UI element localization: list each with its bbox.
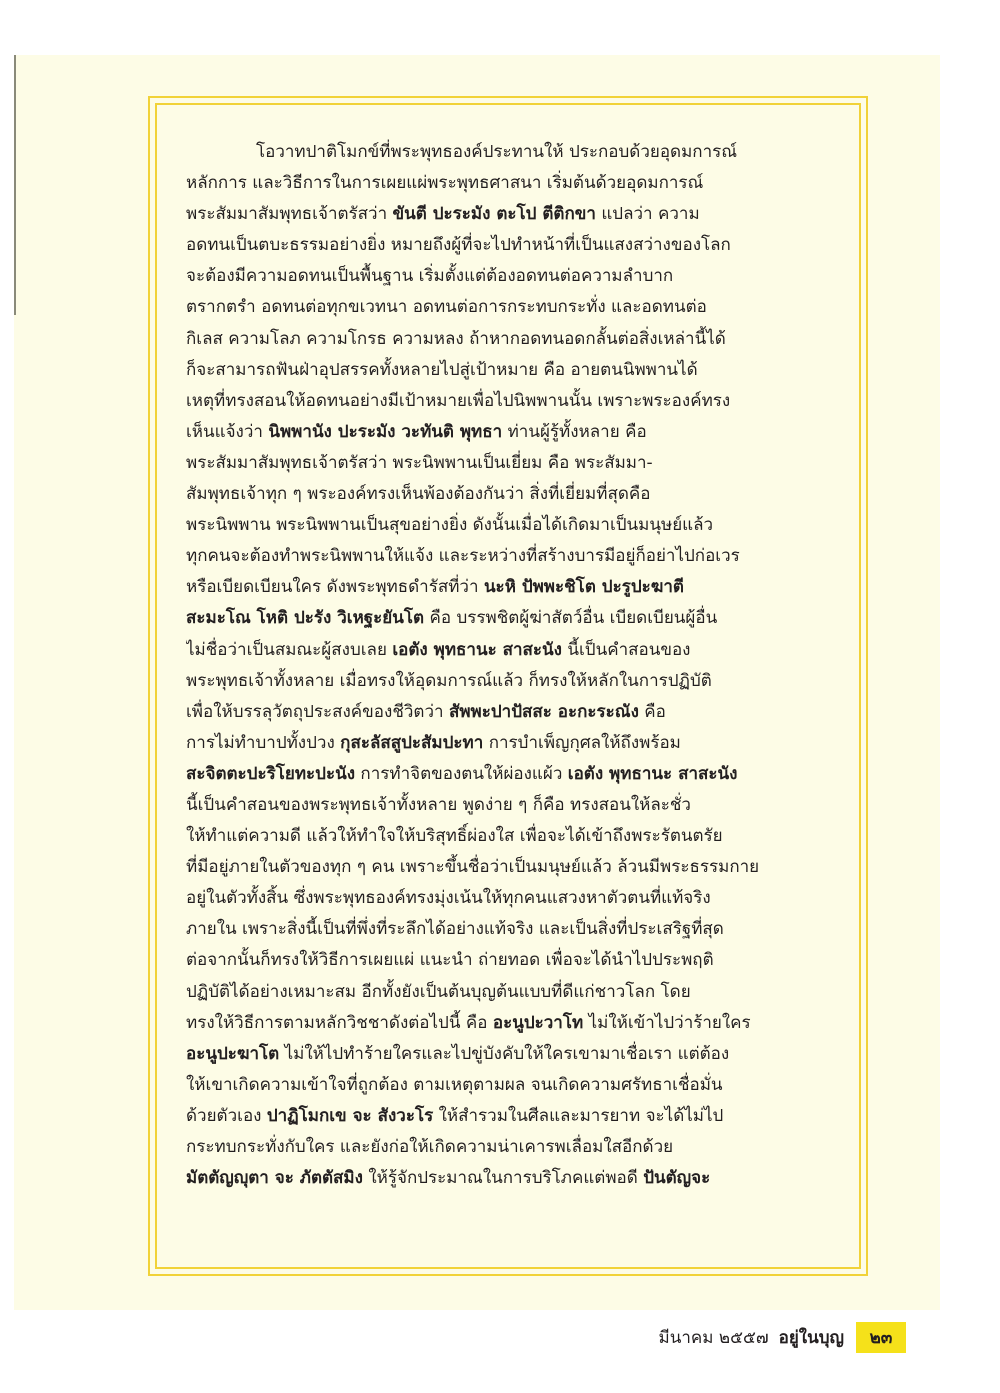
text-line	[186, 759, 832, 790]
page-number-badge: ๒๓	[856, 1322, 906, 1353]
body-text: กระทบกระทั่งกับใคร และยังก่อให้เกิดความน่าเคารพเลื่อมใสอีกด้วย	[186, 1137, 674, 1157]
text-line	[186, 324, 832, 355]
text-line	[186, 666, 832, 697]
text-line	[186, 417, 832, 448]
text-line	[186, 1070, 832, 1101]
pali-verse-text: สะมะโณ โหติ ปะรัง วิเหฐะยันโต	[186, 608, 425, 629]
pali-verse-text: อะนูปะวาโท	[492, 1012, 584, 1033]
page-footer	[540, 1323, 906, 1351]
body-text: ภายใน เพราะสิ่งนี้เป็นที่พึ่งที่ระลึกได้อย่างแท้จริง และเป็นสิ่งที่ประเสริฐที่สุด	[186, 919, 724, 940]
text-line	[186, 697, 832, 728]
body-text: ต่อจากนั้นก็ทรงให้วิธีการเผยแผ่ แนะนำ ถ่ายทอด เพื่อจะได้นำไปประพฤติ	[186, 950, 714, 971]
text-line	[186, 541, 832, 572]
body-text: หลักการ และวิธีการในการเผยแผ่พระพุทธศาสนา เริ่มต้นด้วยอุดมการณ์	[186, 173, 704, 194]
body-text: ท่านผู้รู้ทั้งหลาย คือ	[502, 421, 647, 442]
body-text: ไม่ให้ไปทำร้ายใครและไปขู่บังคับให้ใครเขามาเชื่อเรา แต่ต้อง	[279, 1043, 730, 1064]
page-edge-line	[14, 55, 16, 315]
pali-verse-text: มัตตัญญุตา จะ ภัตตัสมิง	[186, 1168, 363, 1189]
text-line	[186, 1101, 832, 1132]
body-text: ทรงให้วิธีการตามหลักวิชชาดังต่อไปนี้ คือ	[186, 1012, 493, 1033]
body-text: การทำจิตของตนให้ผ่องแผ้ว	[355, 763, 568, 784]
body-text: พระสัมมาสัมพุทธเจ้าตรัสว่า	[186, 204, 393, 225]
text-line	[186, 945, 832, 976]
body-text: เหตุที่ทรงสอนให้อดทนอย่างมีเป้าหมายเพื่อไปนิพพานนั้น เพราะพระองค์ทรง	[186, 390, 731, 411]
pali-verse-text: สะจิตตะปะริโยทะปะนัง	[186, 763, 356, 784]
body-text: การบำเพ็ญกุศลให้ถึงพร้อม	[483, 732, 681, 753]
body-text: คือ	[638, 701, 666, 722]
body-text: เห็นแจ้งว่า	[186, 421, 269, 442]
body-text: ให้เขาเกิดความเข้าใจที่ถูกต้อง ตามเหตุตามผล จนเกิดความศรัทธาเชื่อมั่น	[186, 1074, 723, 1095]
body-text: อดทนเป็นตบะธรรมอย่างยิ่ง หมายถึงผู้ที่จะไปทำหน้าที่เป็นแสงสว่างของโลก	[186, 235, 731, 256]
body-text: ให้รู้จักประมาณในการบริโภคแต่พอดี	[362, 1168, 644, 1189]
text-line	[186, 603, 832, 634]
text-line	[186, 479, 832, 510]
text-line	[186, 510, 832, 541]
body-text: การไม่ทำบาปทั้งปวง	[186, 732, 341, 753]
body-text: นี้เป็นคำสอนของพระพุทธเจ้าทั้งหลาย พูดง่าย ๆ ก็คือ ทรงสอนให้ละชั่ว	[186, 794, 691, 815]
body-text: โอวาทปาติโมกข์ที่พระพุทธองค์ประทานให้ ประกอบด้วยอุดมการณ์	[256, 142, 738, 162]
text-line	[186, 977, 832, 1008]
pali-verse-text: อะนูปะฆาโต	[186, 1043, 280, 1064]
body-text: กิเลส ความโลภ ความโกรธ ความหลง ถ้าหากอดทนอดกลั้นต่อสิ่งเหล่านี้ได้	[186, 328, 726, 349]
text-line	[186, 168, 832, 199]
body-text: พระนิพพาน พระนิพพานเป็นสุขอย่างยิ่ง ดังนั้นเมื่อได้เกิดมาเป็นมนุษย์แล้ว	[186, 515, 714, 536]
text-line	[186, 1163, 832, 1194]
body-text: แปลว่า ความ	[595, 204, 700, 225]
text-line	[186, 572, 832, 603]
text-line	[186, 790, 832, 821]
pali-verse-text: เอตัง พุทธานะ สาสะนัง	[567, 763, 738, 784]
body-text: ตรากตรำ อดทนต่อทุกขเวทนา อดทนต่อการกระทบกระทั่ง และอดทนต่อ	[186, 297, 707, 318]
pali-verse-text: สัพพะปาปัสสะ อะกะระณัง	[448, 701, 639, 722]
text-line	[186, 386, 832, 417]
text-line	[186, 914, 832, 945]
body-text: เพื่อให้บรรลุวัตถุประสงค์ของชีวิตว่า	[186, 701, 449, 722]
body-text: อยู่ในตัวทั้งสิ้น ซึ่งพระพุทธองค์ทรงมุ่งเน้นให้ทุกคนแสวงหาตัวตนที่แท้จริง	[186, 888, 711, 909]
text-line	[186, 1132, 832, 1163]
body-text: หรือเบียดเบียนใคร ดังพระพุทธดำรัสที่ว่า	[186, 577, 484, 598]
body-text: ที่มีอยู่ภายในตัวของทุก ๆ คน เพราะขึ้นชื่อว่าเป็นมนุษย์แล้ว ล้วนมีพระธรรมกาย	[186, 857, 760, 878]
text-line	[186, 199, 832, 230]
text-line	[186, 1039, 832, 1070]
issue-date: มีนาคม ๒๕๕๗	[658, 1327, 769, 1348]
body-text: สัมพุทธเจ้าทุก ๆ พระองค์ทรงเห็นพ้องต้องกันว่า สิ่งที่เยี่ยมที่สุดคือ	[186, 484, 651, 505]
text-line	[186, 137, 832, 168]
body-text: ให้สำรวมในศีลและมารยาท จะได้ไม่ไป	[433, 1105, 724, 1126]
body-text: ด้วยตัวเอง	[186, 1105, 267, 1126]
pali-verse-text: กุสะลัสสูปะสัมปะทา	[340, 732, 484, 753]
body-text: จะต้องมีความอดทนเป็นพื้นฐาน เริ่มตั้งแต่ต้องอดทนต่อความลำบาก	[186, 266, 674, 287]
body-text: ก็จะสามารถฟันฝ่าอุปสรรคทั้งหลายไปสู่เป้าหมาย คือ อายตนนิพพานได้	[186, 359, 698, 380]
text-line	[186, 821, 832, 852]
body-text: คือ บรรพชิตผู้ฆ่าสัตว์อื่น เบียดเบียนผู้อื่น	[424, 608, 718, 629]
body-text: พระสัมมาสัมพุทธเจ้าตรัสว่า พระนิพพานเป็นเยี่ยม คือ พระสัมมา-	[186, 452, 653, 473]
pali-verse-text: ปาฏิโมกเข จะ สังวะโร	[266, 1105, 434, 1126]
pali-verse-text: เอตัง พุทธานะ สาสะนัง	[392, 639, 562, 660]
magazine-title: อยู่ในบุญ	[778, 1327, 844, 1348]
text-line	[186, 230, 832, 261]
text-line	[186, 883, 832, 914]
pali-verse-text: ขันตี ปะระมัง ตะโป ตีติกขา	[392, 204, 596, 225]
text-line	[186, 852, 832, 883]
body-text: ปฏิบัติได้อย่างเหมาะสม อีกทั้งยังเป็นต้นบุญต้นแบบที่ดีแก่ชาวโลก โดย	[186, 981, 691, 1002]
body-text: ไม่ให้เข้าไปว่าร้ายใคร	[583, 1012, 751, 1033]
pali-verse-text: นิพพานัง ปะระมัง วะทันติ พุทธา	[268, 421, 503, 442]
text-line	[186, 635, 832, 666]
text-line	[186, 448, 832, 479]
body-text: ทุกคนจะต้องทำพระนิพพานให้แจ้ง และระหว่างที่สร้างบารมีอยู่ก็อย่าไปก่อเวร	[186, 546, 740, 567]
body-text: นี้เป็นคำสอนของ	[561, 639, 691, 660]
text-line	[186, 728, 832, 759]
body-text: ไม่ชื่อว่าเป็นสมณะผู้สงบเลย	[186, 639, 393, 660]
body-text: ให้ทำแต่ความดี แล้วให้ทำใจให้บริสุทธิ์ผ่องใส เพื่อจะได้เข้าถึงพระรัตนตรัย	[186, 826, 723, 847]
text-line	[186, 261, 832, 292]
text-line	[186, 1008, 832, 1039]
text-line	[186, 292, 832, 323]
body-text: พระพุทธเจ้าทั้งหลาย เมื่อทรงให้อุดมการณ์แล้ว ก็ทรงให้หลักในการปฏิบัติ	[186, 670, 712, 691]
pali-verse-text: นะหิ ปัพพะชิโต ปะรูปะฆาตี	[483, 577, 684, 598]
pali-verse-text: ปันตัญจะ	[643, 1168, 711, 1189]
text-line	[186, 355, 832, 386]
article-body	[186, 137, 832, 1194]
